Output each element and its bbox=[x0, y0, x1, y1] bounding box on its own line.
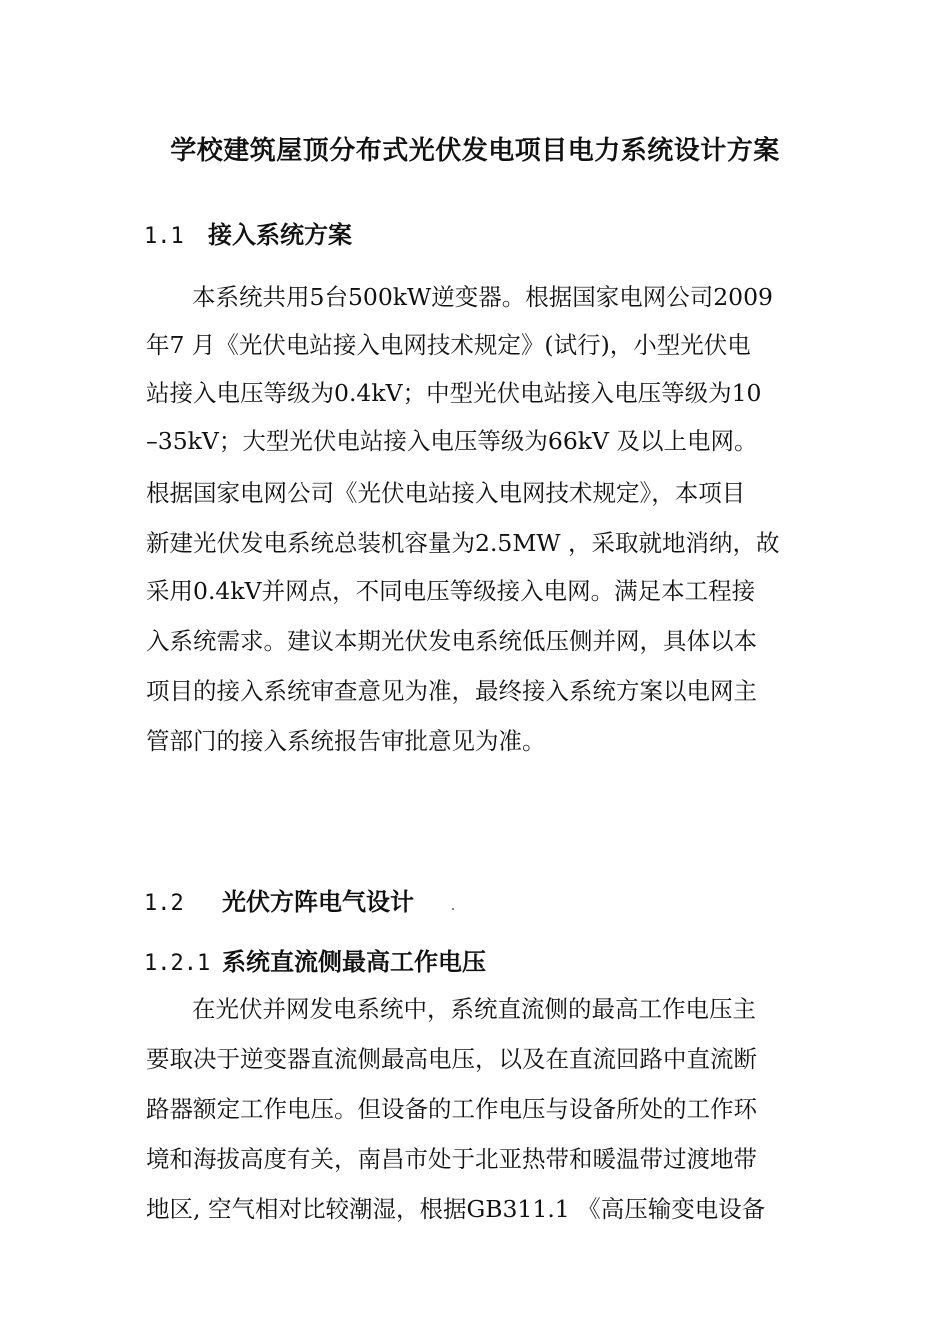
paragraph-line: 采用0.4kV并网点，不同电压等级接入电网。满足本工程接 bbox=[146, 577, 756, 605]
paragraph-line: 管部门的接入系统报告审批意见为准。 bbox=[146, 727, 546, 755]
paragraph-line: 新建光伏发电系统总装机容量为2.5MW ，采取就地消纳，故 bbox=[146, 529, 780, 557]
paragraph-line: –35kV；大型光伏电站接入电压等级为66kV 及以上电网。 bbox=[146, 427, 758, 455]
section-number: 1.1 bbox=[144, 224, 184, 249]
section-heading-1-1 bbox=[144, 219, 352, 253]
scan-speck bbox=[452, 908, 454, 910]
section-heading-1-2 bbox=[144, 886, 414, 920]
paragraph-line: 地区, 空气相对比较潮湿，根据GB311.1 《高压输变电设备 bbox=[146, 1195, 766, 1223]
paragraph-line: 站接入电压等级为0.4kV；中型光伏电站接入电压等级为10 bbox=[146, 379, 762, 407]
paragraph-line: 境和海拔高度有关，南昌市处于北亚热带和暖温带过渡地带 bbox=[146, 1145, 757, 1173]
document-title: 学校建筑屋顶分布式光伏发电项目电力系统设计方案 bbox=[170, 136, 780, 166]
paragraph-line: 根据国家电网公司《光伏电站接入电网技术规定》，本项目 bbox=[146, 479, 746, 507]
paragraph-line: 路器额定工作电压。但设备的工作电压与设备所处的工作环 bbox=[146, 1095, 757, 1123]
paragraph-line: 在光伏并网发电系统中，系统直流侧的最高工作电压主 bbox=[192, 995, 756, 1023]
paragraph-line: 年7 月《光伏电站接入电网技术规定》(试行)，小型光伏电 bbox=[146, 331, 751, 359]
section-number: 1.2.1 bbox=[144, 951, 211, 976]
section-heading-1-2-1 bbox=[144, 946, 486, 980]
paragraph-line: 要取决于逆变器直流侧最高电压，以及在直流回路中直流断 bbox=[146, 1045, 757, 1073]
paragraph-line: 项目的接入系统审查意见为准，最终接入系统方案以电网主 bbox=[146, 677, 757, 705]
section-title: 光伏方阵电气设计 bbox=[222, 888, 414, 916]
section-title: 接入系统方案 bbox=[208, 221, 352, 249]
section-number: 1.2 bbox=[144, 891, 184, 916]
section-title: 系统直流侧最高工作电压 bbox=[222, 948, 486, 976]
paragraph-line: 入系统需求。建议本期光伏发电系统低压侧并网，具体以本 bbox=[146, 627, 757, 655]
paragraph-line: 本系统共用5台500kW逆变器。根据国家电网公司2009 bbox=[192, 283, 774, 311]
